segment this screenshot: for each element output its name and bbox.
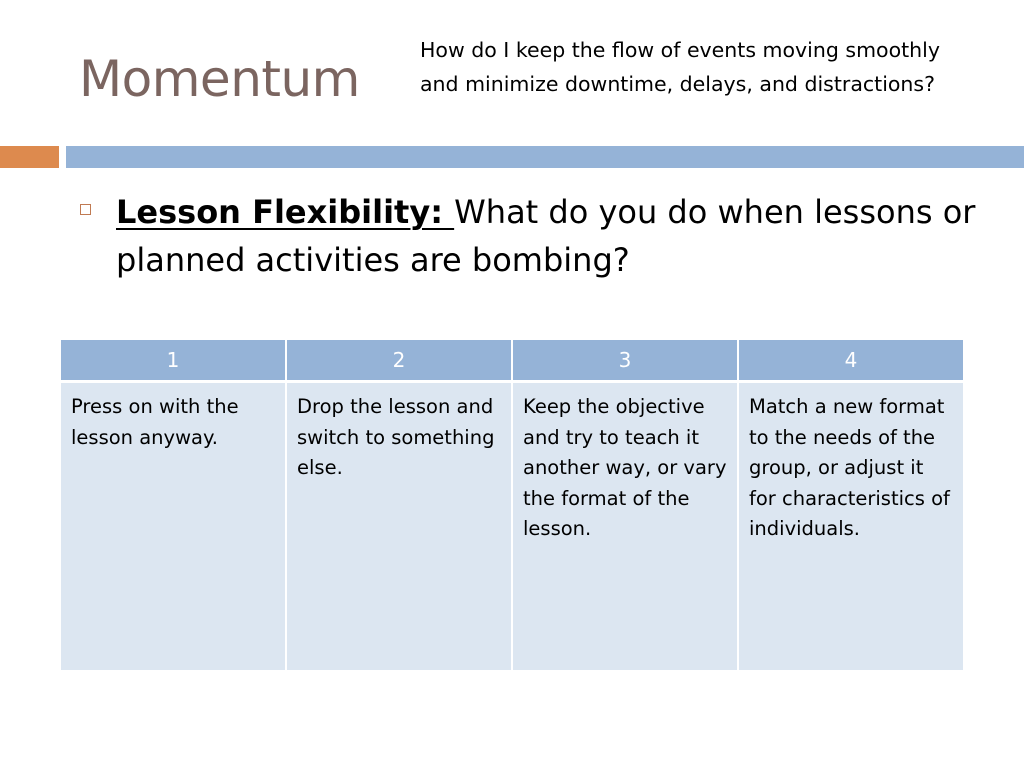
table-cell: Drop the lesson and switch to something else.	[286, 382, 512, 671]
slide-title: Momentum	[79, 50, 360, 108]
accent-bar-blue	[66, 146, 1024, 168]
table-header-cell: 4	[738, 340, 964, 382]
table-cell: Press on with the lesson anyway.	[60, 382, 286, 671]
table-row	[60, 382, 964, 671]
bullet-question: What do you do when lessons or planned activities are bombing?	[116, 193, 976, 279]
table-header-cell: 1	[60, 340, 286, 382]
bullet-label: Lesson Flexibility:	[116, 193, 455, 231]
slide-subtitle: How do I keep the flow of events moving smoothly and minimize downtime, delays, and distractions?	[420, 38, 940, 96]
table-cell: Keep the objective and try to teach it another way, or vary the format of the lesson.	[512, 382, 738, 671]
table-header-row	[60, 340, 964, 382]
table-header-cell: 2	[286, 340, 512, 382]
options-table	[59, 340, 965, 670]
table-header-cell: 3	[512, 340, 738, 382]
accent-bar-orange	[0, 146, 59, 168]
square-bullet-icon	[80, 204, 91, 215]
table-cell: Match a new format to the needs of the group, or adjust it for characteristics of individuals.	[738, 382, 964, 671]
bullet-text	[116, 188, 976, 284]
